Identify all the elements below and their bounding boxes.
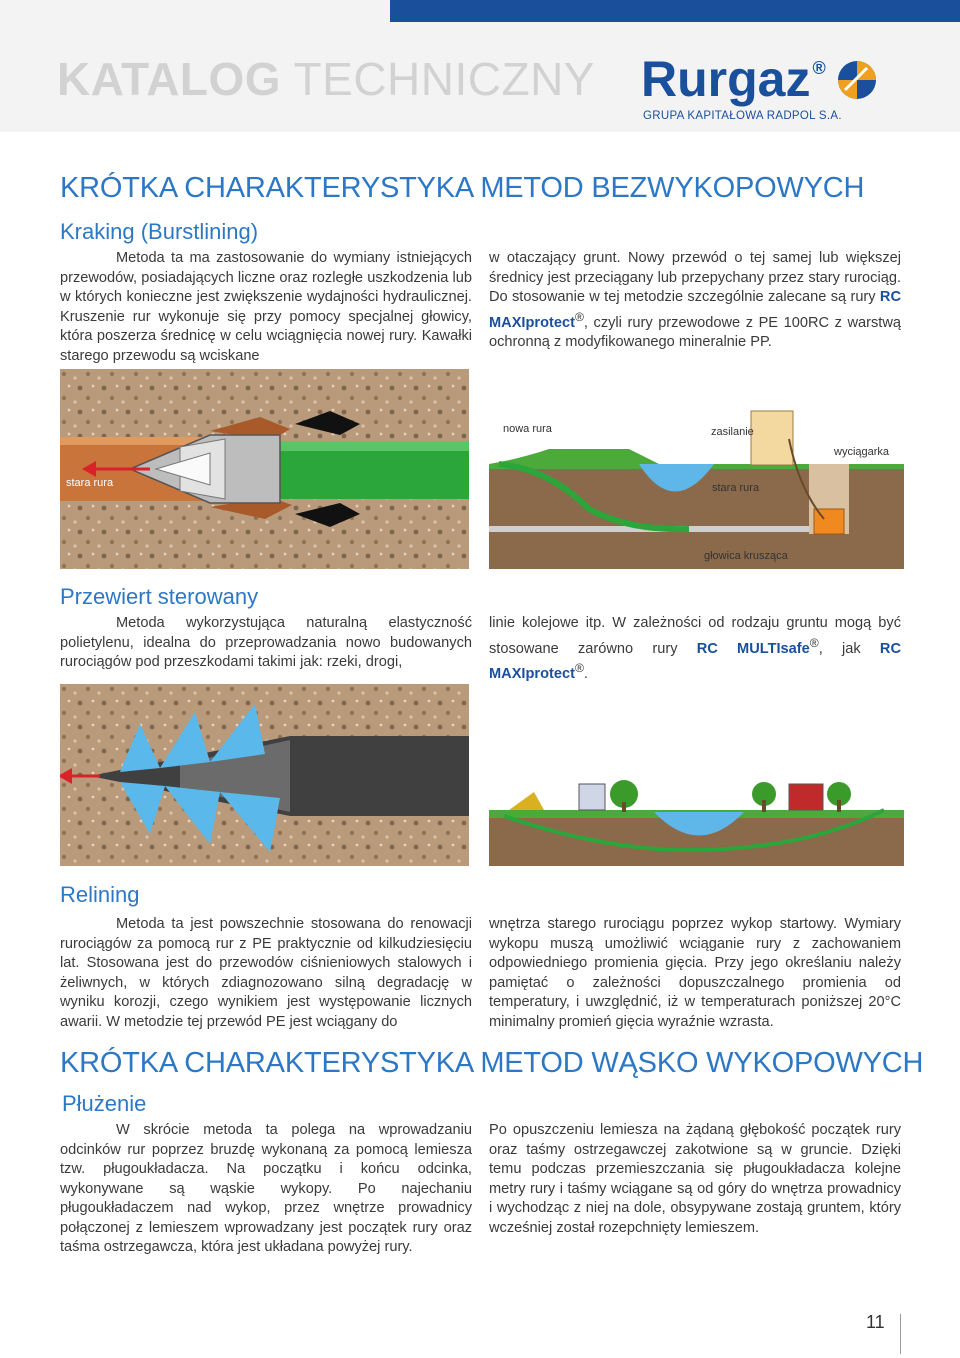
heading-relining: Relining [60,882,140,907]
relining-text-left: Metoda ta jest powszechnie stosowana do renowacji rurociągów za pomocą rur z PE praktycznie od kilkudziesięciu lat. Stosowana jest do przewodów ciśnieniowych stalowych i żeliwnych, w których zdiagnozowano silną degradację w wyniku korozji, czego wynikiem jest występowanie licznych awarii. W metodzie tej przewód PE jest wciągany do [60,916,472,1030]
heading-kraking: Kraking (Burstlining) [60,219,259,244]
section-title-narrow-trench: KRÓTKA CHARAKTERYSTYKA METOD WĄSKO WYKOPOWYCH [60,1047,924,1079]
przewiert-text-right: linie kolejowe itp. W zależności od rodzaju gruntu mogą być stosowane zarówno rury RC MULTIsafe®, jak RC MAXIprotect®. [489,615,901,682]
figure-burst-head [60,369,469,569]
przewiert-text-left: Metoda wykorzystująca naturalną elastyczność polietylenu, idealna do przeprowadzania nowo budowanych rurociągów pod przeszkodami takimi jak: rzeki, drogi, [60,615,472,670]
label-burst-head: głowica krusząca [704,550,788,562]
page-number-divider [900,1314,901,1354]
figure-drill-head [60,684,469,866]
label-old-pipe: stara rura [66,477,114,489]
pluzenie-text-right: Po opuszczeniu lemiesza na żądaną głębokość początek rury oraz taśmy ostrzegawczej zakotwione są w gruncie. Dzięki temu podczas przemieszczania się pługoukładacza kolejne metry rury i taśmy wciągane są od góry do wnętrza prowadnicy i wychodząc z niej na dole, obsypywane zostają gruntem, który wcześniej został rozepchnięty lemieszem. [489,1122,901,1236]
label-old-pipe-2: stara rura [712,482,760,494]
label-new-pipe: nowa rura [503,423,552,435]
pluzenie-text-left: W skrócie metoda ta polega na wprowadzaniu odcinków rur poprzez bruzdę wykonaną za pomocą lemiesza tzw. pługoukładacza. Na początku i końcu odcinka, wykonywane są wąskie wykopy. Po najechaniu pługoukładaczem nad wykop, przez wnętrze prowadnicy połączonej z lemieszem wprowadzany jest początek rury oraz taśma ostrzegawcza, która jest układana powyżej rury. [60,1122,472,1255]
label-power-supply: zasilanie [711,426,754,438]
header-top-bar [390,0,960,22]
brand-group: GRUPA KAPITAŁOWA RADPOL S.A. [643,110,842,122]
kraking-text-right: w otaczający grunt. Nowy przewód o tej samej lub większej średnicy jest przeciągany lub przepychany przez stary rurociąg. Do stosowanie w tej metodzie szczególnie zalecane są rury RC MAXIprotect®, czyli rury przewodowe z PE 100RC z warstwą ochronną z modyfikowanego mineralnie PP. [489,250,901,350]
relining-text-right: wnętrza starego rurociągu poprzez wykop startowy. Wymiary wykopu muszą umożliwić wciąganie rury z zachowaniem odpowiedniego promienia gięcia. Przy jego określaniu należy pamiętać o zależności dopuszczalnego promienia od temperatury, i uwzględnić, iż w temperaturach poniższej 20°C minimalny promień gięcia wyraźnie wzrasta. [489,916,901,1030]
section-title-trenchless: KRÓTKA CHARAKTERYSTYKA METOD BEZWYKOPOWYCH [60,172,865,204]
heading-przewiert: Przewiert sterowany [60,584,259,609]
heading-pluzenie: Płużenie [62,1091,147,1116]
figure-drill-under-obstacles [489,684,904,866]
kraking-text-left: Metoda ta ma zastosowanie do wymiany istniejących przewodów, posiadających liczne oraz rozległe uszkodzenia lub w których konieczne jest zwiększenie wydajności hydraulicznej. Kruszenie rur wykonuje się przy pomocy specjalnej głowicy, która poszerza średnicę w celu wciągnięcia nowej rury. Kawałki starego przewodu są wciskane [60,250,472,364]
figure-burst-cross-section [489,369,904,569]
page-number: 11 [866,1312,885,1332]
label-winch: wyciągarka [834,446,890,458]
catalog-title: KATALOG TECHNICZNY [57,53,595,105]
brand-logo-text: Rurgaz ® [641,51,826,107]
brand-logo-icon [837,60,877,100]
